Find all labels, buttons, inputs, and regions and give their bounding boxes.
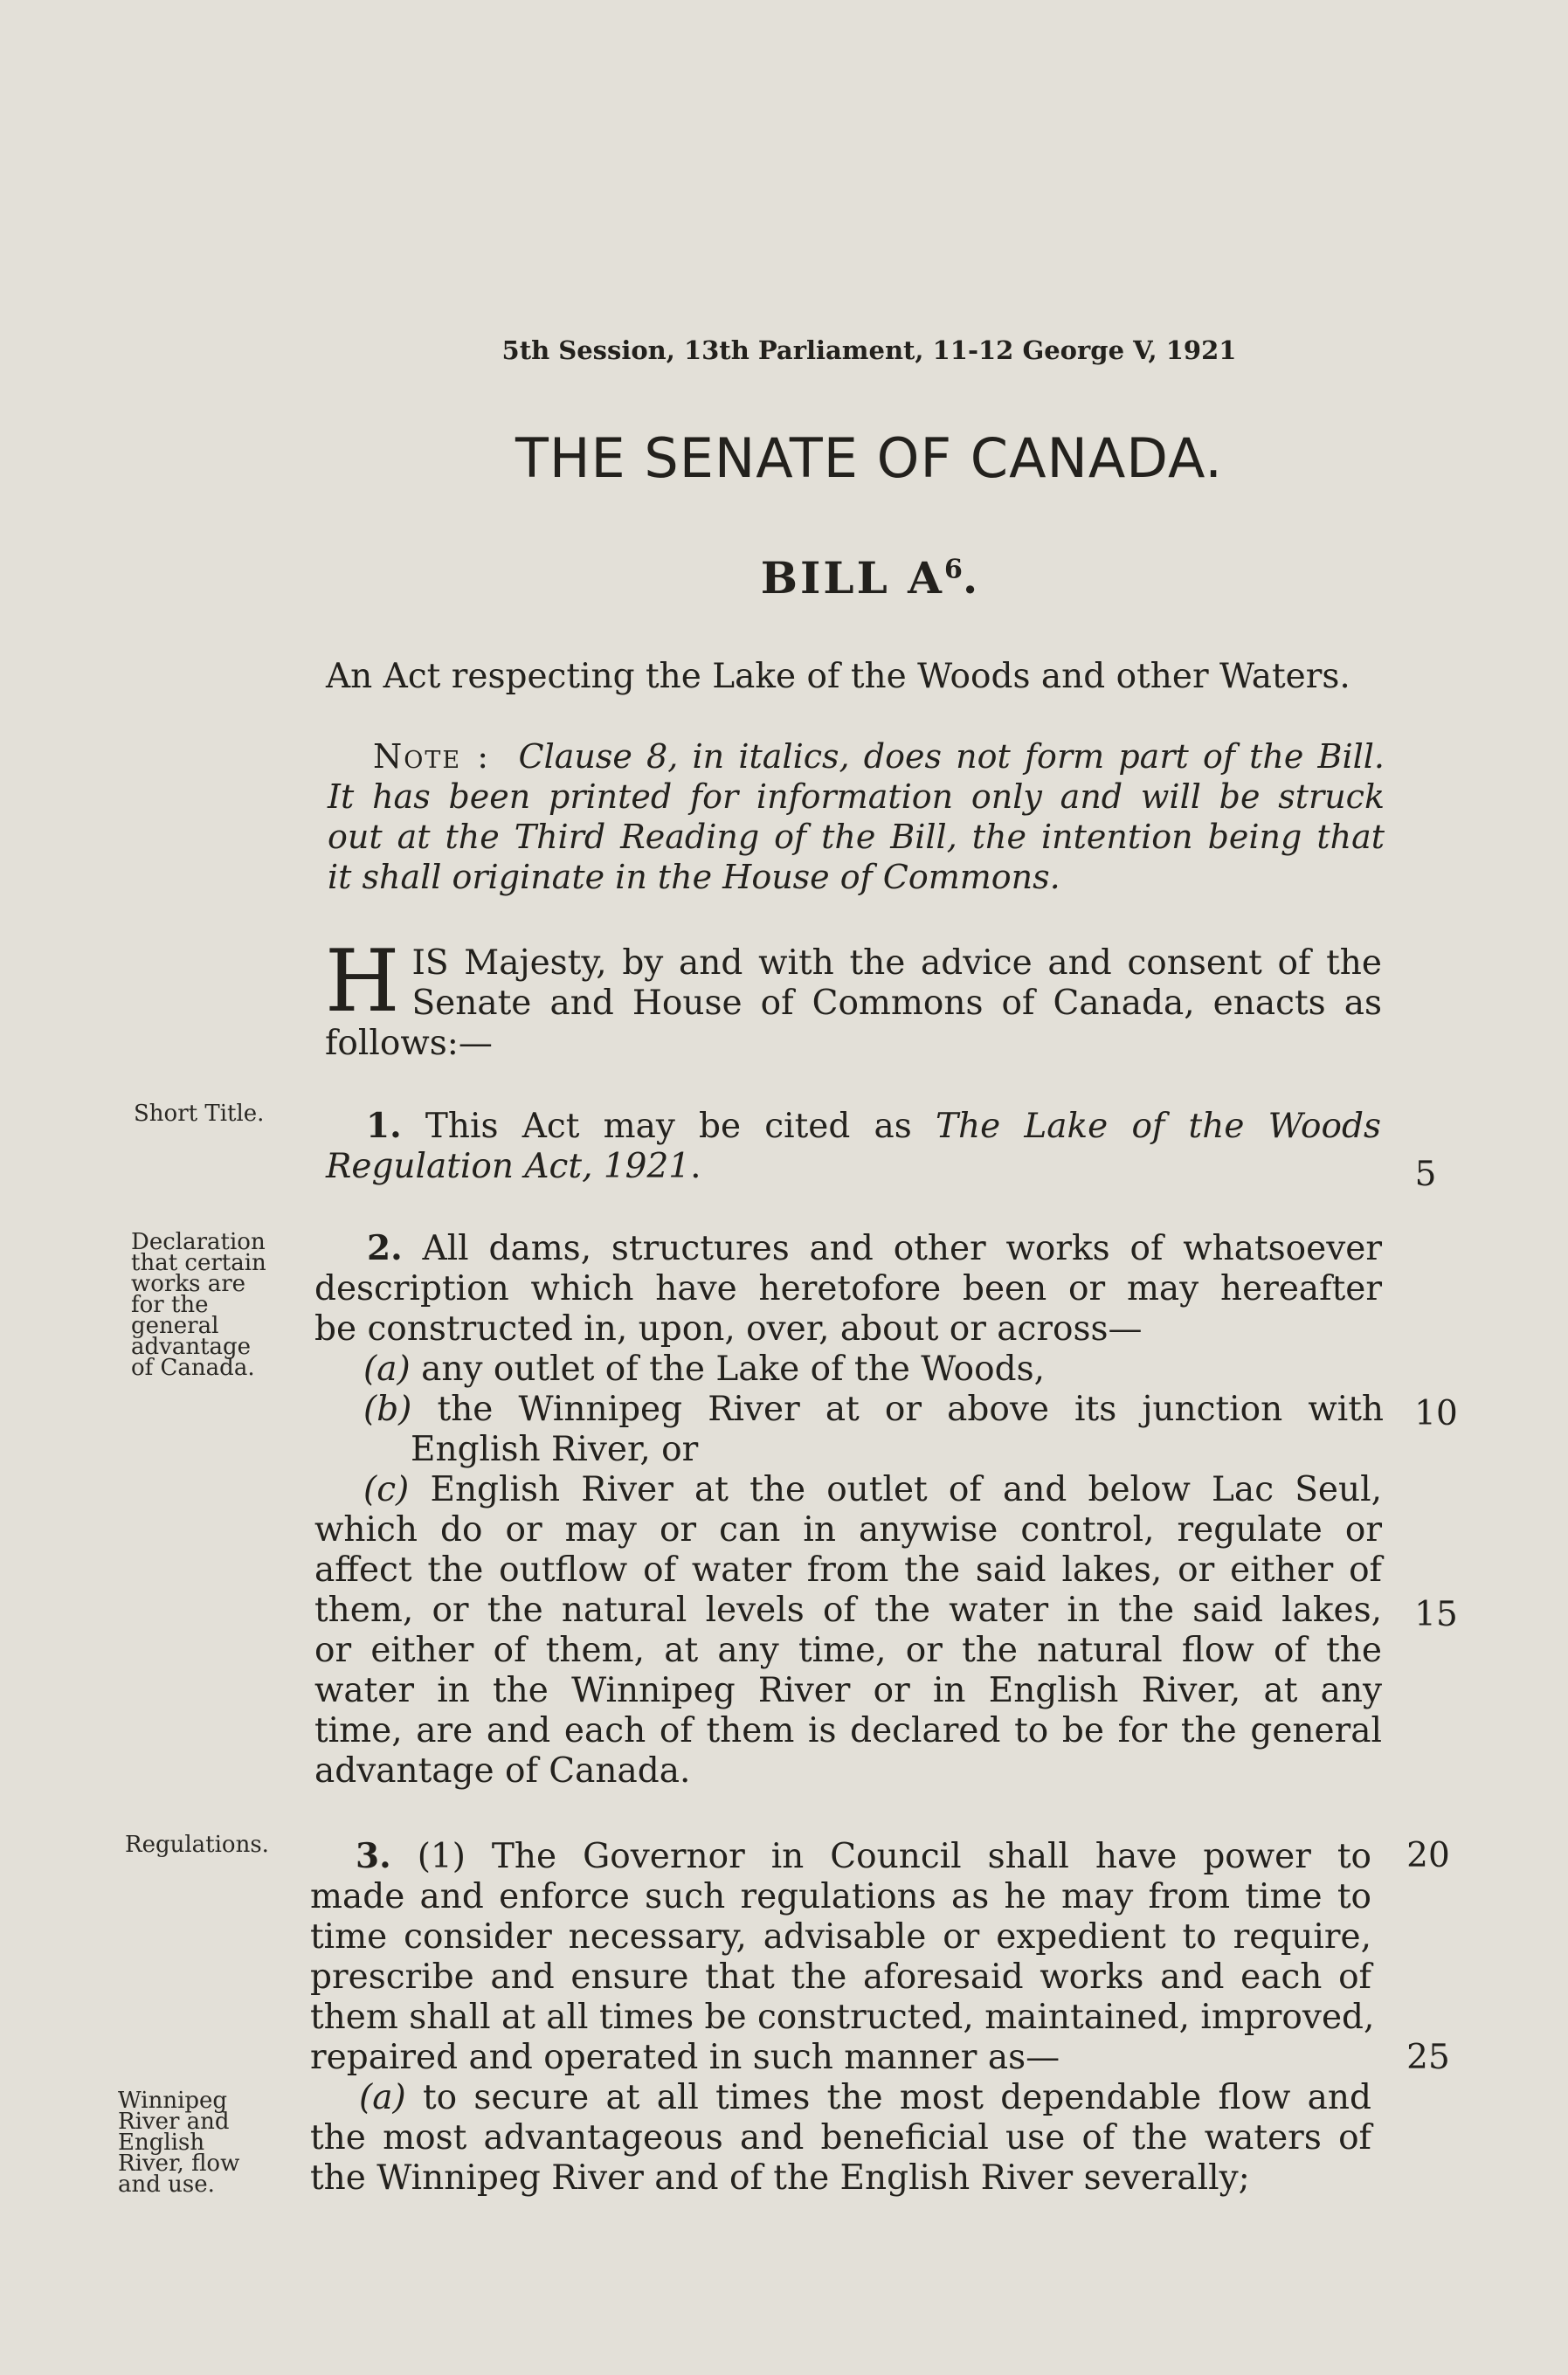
section-line <box>310 1836 1371 1877</box>
margin-note-winnipeg <box>118 2088 275 2198</box>
item-text: the Winnipeg River at or above its junction with <box>437 1390 1384 1429</box>
note-line <box>328 736 1385 777</box>
margin-note-short-title: Short Title. <box>134 1101 265 1127</box>
note-line: It has been printed for information only and will be struck <box>328 777 1385 816</box>
note-line: it shall originate in the House of Commons. <box>328 858 1060 896</box>
enacting-line: Senate and House of Commons of Canada, enacts as <box>411 984 1382 1023</box>
line-number: 25 <box>1406 2038 1450 2077</box>
bill-title-superscript: 6 <box>943 554 963 585</box>
margin-note-line: English <box>118 2130 205 2156</box>
section-line: prescribe and ensure that the aforesaid works and each of <box>310 1957 1371 1997</box>
item-text: to secure at all times the most dependable flow and <box>422 2078 1371 2117</box>
act-subtitle: An Act respecting the Lake of the Woods and other Waters. <box>326 657 1350 696</box>
section-line: made and enforce such regulations as he may from time to <box>310 1877 1371 1916</box>
item-a <box>314 1350 1382 1390</box>
session-line: 5th Session, 13th Parliament, 11-12 George V, 1921 <box>501 335 1237 365</box>
margin-note-line: of Canada. <box>131 1355 255 1381</box>
item-text: any outlet of the Lake of the Woods, <box>421 1350 1045 1389</box>
item-b-cont: English River, or <box>411 1430 699 1469</box>
item-label: (a) <box>359 2078 406 2117</box>
section-1 <box>326 1106 1381 1187</box>
section-line: water in the Winnipeg River or in English River, at any <box>314 1671 1382 1710</box>
section-number: 3. <box>356 1836 391 1876</box>
item-text: English River at the outlet of and below Lac Seul, <box>430 1470 1382 1509</box>
line-number: 20 <box>1406 1836 1450 1875</box>
section-line <box>326 1147 1381 1187</box>
note-block <box>328 736 1385 897</box>
bill-title <box>314 552 1424 604</box>
section-line: time consider necessary, advisable or expedient to require, <box>310 1917 1371 1957</box>
section-line: advantage of Canada. <box>314 1751 691 1791</box>
line-number: 5 <box>1414 1155 1437 1194</box>
margin-note-line: for the <box>131 1292 209 1318</box>
section-line: description which have heretofore been or may hereafter <box>314 1269 1382 1308</box>
section-line <box>326 1106 1381 1147</box>
item-c <box>314 1470 1382 1510</box>
note-text: Clause 8, in italics, does not form part of the Bill. <box>518 737 1385 776</box>
section-2 <box>314 1228 1382 1792</box>
section-line: them shall at all times be constructed, maintained, improved, <box>310 1998 1375 2037</box>
item-a <box>310 2078 1371 2118</box>
section-line: be constructed in, upon, over, about or across— <box>314 1309 1143 1349</box>
section-line: time, are and each of them is declared to be for the general <box>314 1711 1382 1750</box>
enacting-clause <box>325 932 1382 1064</box>
bill-title-main: BILL A <box>760 552 944 604</box>
section-number: 1. <box>366 1106 402 1146</box>
section-text: (1) The Governor in Council shall have power to <box>417 1837 1371 1876</box>
section-line <box>314 1228 1382 1269</box>
margin-note-line: works are <box>131 1271 246 1297</box>
section-text: This Act may be cited as <box>425 1107 912 1146</box>
margin-note-line: advantage <box>131 1334 252 1360</box>
section-line: the most advantageous and beneficial use of the waters of <box>310 2118 1371 2158</box>
line-number: 10 <box>1414 1394 1458 1433</box>
section-line: the Winnipeg River and of the English River severally; <box>310 2158 1250 2198</box>
drop-cap: H <box>325 932 400 1032</box>
section-line: which do or may or can in anywise control, regulate or <box>314 1510 1382 1550</box>
bill-title-period: . <box>962 552 978 604</box>
institution-title: THE SENATE OF CANADA. <box>515 426 1223 490</box>
section-line: affect the outflow of water from the said lakes, or either of <box>314 1550 1382 1590</box>
section-text: . <box>690 1147 701 1186</box>
section-line: repaired and operated in such manner as— <box>310 2038 1060 2077</box>
act-short-title: Regulation Act, 1921 <box>326 1147 691 1186</box>
margin-note-line: Winnipeg <box>118 2088 228 2114</box>
note-label: Note : <box>373 737 491 776</box>
enacting-line: follows:— <box>325 1024 493 1063</box>
margin-note-line: Declaration <box>131 1229 266 1255</box>
margin-note-regulations: Regulations. <box>125 1832 269 1858</box>
margin-note-declaration <box>131 1229 288 1381</box>
margin-note-line: general <box>131 1313 219 1339</box>
margin-note-line: River, flow <box>118 2151 240 2177</box>
item-label: (c) <box>363 1470 410 1509</box>
act-short-title: The Lake of the Woods <box>936 1107 1381 1146</box>
item-b <box>314 1390 1384 1430</box>
line-number: 15 <box>1414 1595 1458 1634</box>
section-line: or either of them, at any time, or the natural flow of the <box>314 1631 1382 1670</box>
margin-note-line: and use. <box>118 2171 215 2198</box>
enacting-line: IS Majesty, by and with the advice and consent of the <box>411 943 1382 983</box>
margin-note-line: that certain <box>131 1250 266 1276</box>
section-line: them, or the natural levels of the water in the said lakes, <box>314 1591 1382 1630</box>
item-label: (a) <box>363 1350 411 1389</box>
note-line: out at the Third Reading of the Bill, the intention being that <box>328 818 1385 856</box>
section-3 <box>310 1836 1375 2199</box>
margin-note-line: River and <box>118 2109 230 2135</box>
item-label: (b) <box>363 1390 412 1429</box>
section-number: 2. <box>367 1228 403 1268</box>
section-text: All dams, structures and other works of whatsoever <box>422 1229 1382 1268</box>
